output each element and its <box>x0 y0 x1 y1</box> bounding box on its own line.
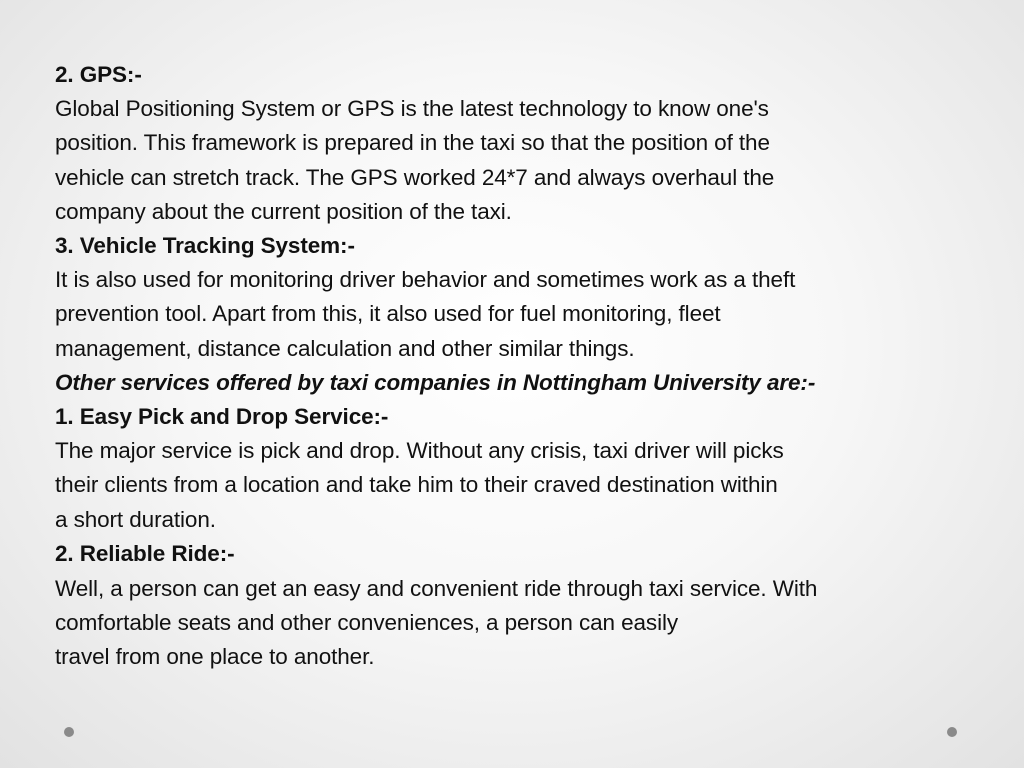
decorative-dot-left <box>64 727 74 737</box>
pickdrop-paragraph-line-1: The major service is pick and drop. Without any crisis, taxi driver will picks <box>55 438 784 464</box>
gps-paragraph-line-1: Global Positioning System or GPS is the latest technology to know one's <box>55 96 769 122</box>
tracking-paragraph-line-2: prevention tool. Apart from this, it also used for fuel monitoring, fleet <box>55 301 721 327</box>
pickdrop-paragraph-line-3: a short duration. <box>55 506 216 532</box>
ride-paragraph-line-2: comfortable seats and other conveniences, a person can easily <box>55 610 679 636</box>
gps-paragraph-line-4: company about the current position of the taxi. <box>55 198 512 224</box>
tracking-paragraph-line-3: management, distance calculation and other similar things. <box>55 335 635 361</box>
tracking-paragraph-line-1: It is also used for monitoring driver behavior and sometimes work as a theft <box>55 267 796 293</box>
ride-paragraph-line-3: travel from one place to another. <box>55 644 375 670</box>
heading-other-services: Other services offered by taxi companies in Nottingham University are:- <box>55 369 816 395</box>
heading-reliable-ride: 2. Reliable Ride:- <box>55 540 235 566</box>
gps-paragraph-line-2: position. This framework is prepared in the taxi so that the position of the <box>55 130 770 156</box>
heading-gps: 2. GPS:- <box>55 62 142 87</box>
decorative-dot-right <box>947 727 957 737</box>
heading-vehicle-tracking: 3. Vehicle Tracking System:- <box>55 233 355 259</box>
heading-easy-pick-drop: 1. Easy Pick and Drop Service:- <box>55 404 389 430</box>
pickdrop-paragraph-line-2: their clients from a location and take him to their craved destination within <box>55 472 778 498</box>
slide-body <box>55 58 975 675</box>
ride-paragraph-line-1: Well, a person can get an easy and convenient ride through taxi service. With <box>55 576 818 602</box>
gps-paragraph-line-3: vehicle can stretch track. The GPS worked 24*7 and always overhaul the <box>55 164 775 190</box>
